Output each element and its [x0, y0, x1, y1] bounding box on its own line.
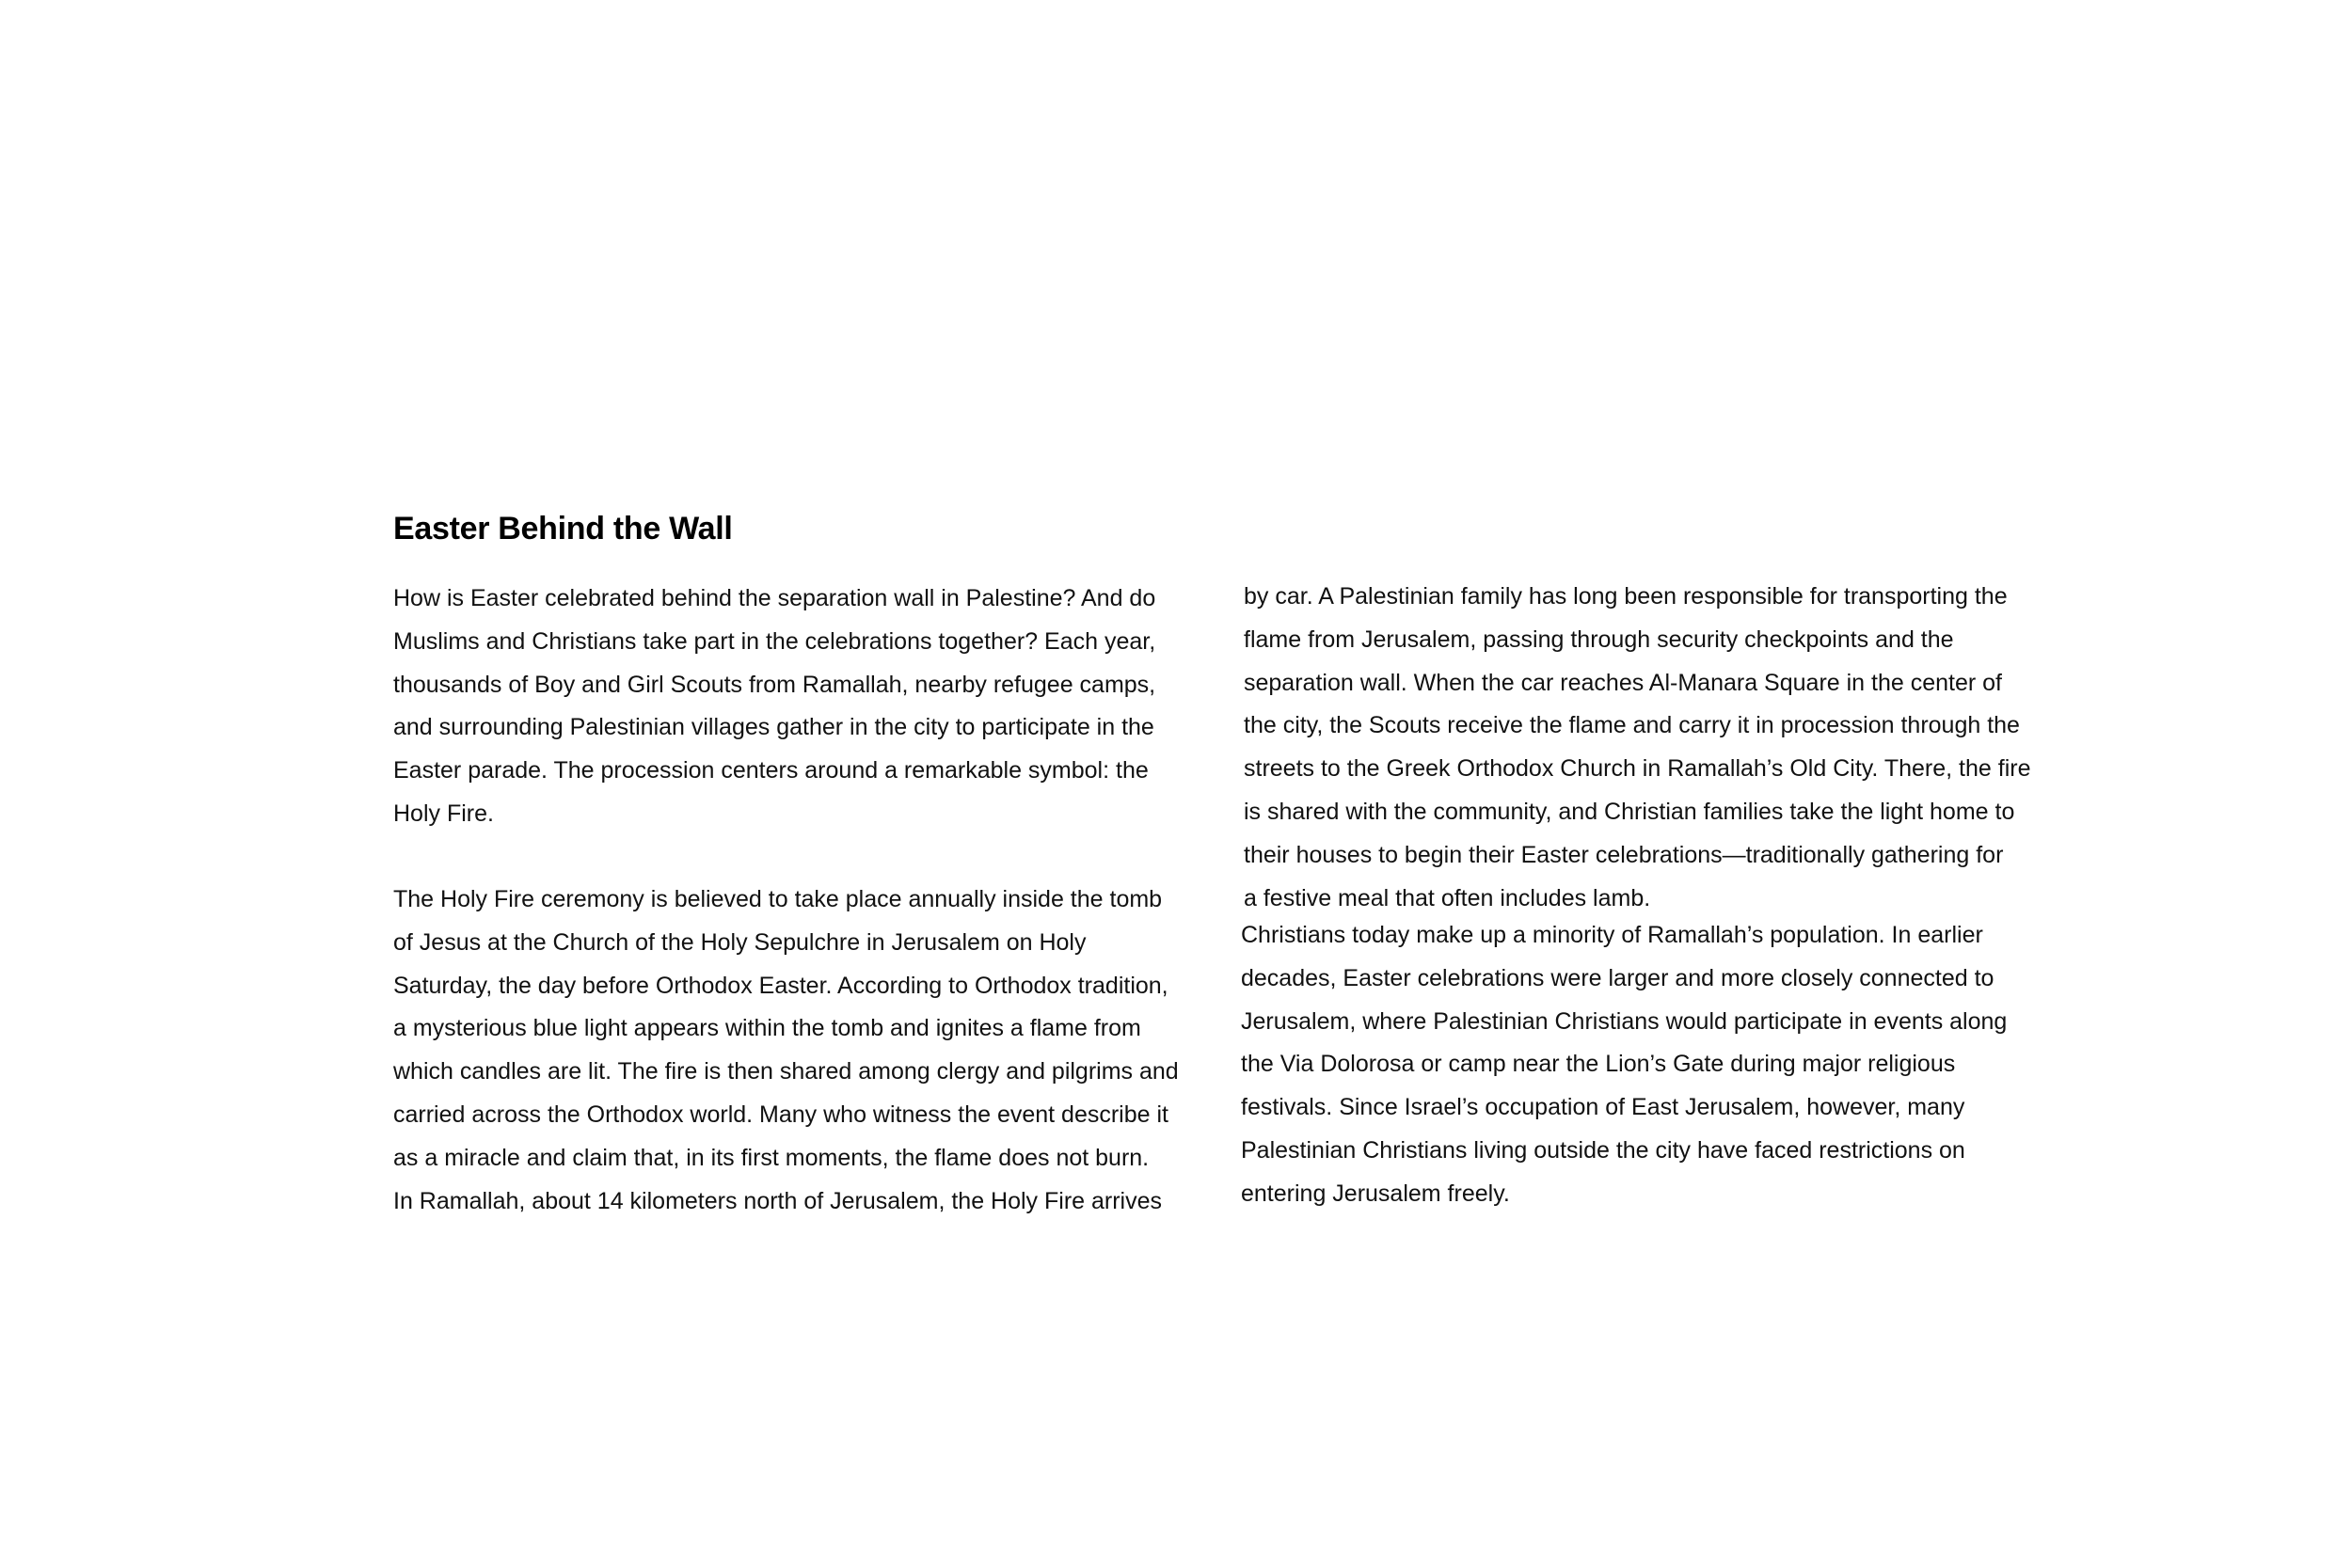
text-line: Easter parade. The procession centers around a remarkable symbol: the — [393, 757, 1149, 784]
text-line: Saturday, the day before Orthodox Easter. According to Orthodox tradition, — [393, 972, 1168, 999]
text-line: is shared with the community, and Christian families take the light home to — [1244, 798, 2015, 825]
text-line: streets to the Greek Orthodox Church in Ramallah’s Old City. There, the fire — [1244, 755, 2031, 783]
text-line: a mysterious blue light appears within the tomb and ignites a flame from — [393, 1015, 1141, 1042]
text-line: In Ramallah, about 14 kilometers north of Jerusalem, the Holy Fire arrives — [393, 1187, 1163, 1214]
text-line: entering Jerusalem freely. — [1241, 1180, 1510, 1207]
text-line: separation wall. When the car reaches Al-Manara Square in the center of — [1244, 669, 2002, 696]
text-line: Palestinian Christians living outside the city have faced restrictions on — [1241, 1136, 1965, 1164]
text-line: How is Easter celebrated behind the separation wall in Palestine? And do — [393, 585, 1156, 611]
text-line: Muslims and Christians take part in the celebrations together? Each year, — [393, 627, 1156, 655]
right-paragraph-2 — [1241, 914, 2007, 1216]
left-paragraph-2 — [393, 879, 1179, 1223]
text-line: the Via Dolorosa or camp near the Lion’s Gate during major religious — [1241, 1051, 1956, 1078]
text-line: of Jesus at the Church of the Holy Sepulchre in Jerusalem on Holy — [393, 928, 1087, 956]
text-line: their houses to begin their Easter celebrations—traditionally gathering for — [1244, 841, 2004, 868]
text-line: Christians today make up a minority of Ramallah’s population. In earlier — [1241, 922, 1983, 948]
left-paragraph-1 — [393, 578, 1155, 836]
text-line: Jerusalem, where Palestinian Christians would participate in events along — [1241, 1007, 2008, 1035]
text-line: The Holy Fire ceremony is believed to take place annually inside the tomb — [393, 886, 1163, 912]
right-paragraph-1 — [1244, 576, 2030, 920]
text-line: thousands of Boy and Girl Scouts from Ramallah, nearby refugee camps, — [393, 671, 1156, 698]
text-line: flame from Jerusalem, passing through security checkpoints and the — [1244, 626, 1954, 653]
text-line: the city, the Scouts receive the flame and carry it in procession through the — [1244, 712, 2020, 739]
text-line: carried across the Orthodox world. Many who witness the event describe it — [393, 1101, 1168, 1128]
text-line: a festive meal that often includes lamb. — [1244, 884, 1651, 911]
text-line: and surrounding Palestinian villages gather in the city to participate in the — [393, 714, 1154, 741]
text-line: which candles are lit. The fire is then shared among clergy and pilgrims and — [393, 1058, 1179, 1085]
text-line: festivals. Since Israel’s occupation of East Jerusalem, however, many — [1241, 1094, 1965, 1121]
text-line: Holy Fire. — [393, 800, 494, 827]
article-title: Easter Behind the Wall — [393, 511, 733, 546]
text-line: decades, Easter celebrations were larger and more closely connected to — [1241, 964, 1994, 991]
text-line: as a miracle and claim that, in its first moments, the flame does not burn. — [393, 1144, 1150, 1171]
text-line: by car. A Palestinian family has long been responsible for transporting the — [1244, 583, 2008, 610]
